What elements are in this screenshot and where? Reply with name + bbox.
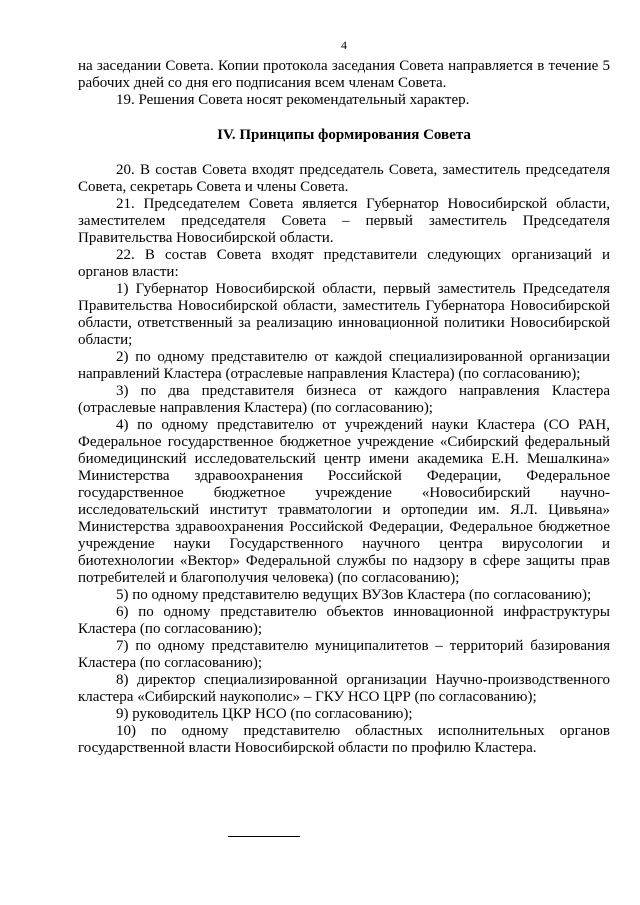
page-number: 4	[341, 38, 347, 52]
list-item-1: 1) Губернатор Новосибирской области, первый заместитель Председателя Правительства Новосибирской области, заместитель Губернатора Новосибирской области, ответственный за реализацию инновационной политики Новосибирской области;	[78, 281, 610, 348]
footer-divider	[228, 836, 300, 837]
list-item-9: 9) руководитель ЦКР НСО (по согласованию);	[116, 706, 413, 722]
list-item-7: 7) по одному представителю муниципалитетов – территорий базирования Кластера (по согласованию);	[78, 638, 610, 671]
list-item-4: 4) по одному представителю от учреждений науки Кластера (СО РАН, Федеральное государственное бюджетное учреждение «Сибирский федеральный биомедицинский исследовательский центр имени академика Е.Н. Мешалкина» Министерства здравоохранения Российской Федерации, Федеральное государственное бюджетное учреждение «Новосибирский научно-исследовательский институт травматологии и ортопедии им. Я.Л. Цивьяна» Министерства здравоохранения Российской Федерации, Федеральное бюджетное учреждение науки Государственного научного центра вирусологии и биотехнологии «Вектор» Федеральной службы по надзору в сфере защиты прав потребителей и благополучия человека) (по согласованию);	[78, 417, 610, 586]
list-item-6: 6) по одному представителю объектов инновационной инфраструктуры Кластера (по согласованию);	[78, 604, 610, 637]
list-item-3: 3) по два представителя бизнеса от каждого направления Кластера (отраслевые направления Кластера) (по согласованию);	[78, 383, 610, 416]
section-heading: IV. Принципы формирования Совета	[217, 127, 471, 143]
document-body	[78, 58, 610, 757]
paragraph-item-19: 19. Решения Совета носят рекомендательный характер.	[116, 92, 470, 108]
paragraph-item-20: 20. В состав Совета входят председатель Совета, заместитель председателя Совета, секретарь Совета и члены Совета.	[78, 162, 610, 195]
list-item-5: 5) по одному представителю ведущих ВУЗов Кластера (по согласованию);	[116, 587, 592, 603]
list-item-10: 10) по одному представителю областных исполнительных органов государственной власти Новосибирской области по профилю Кластера.	[78, 723, 610, 756]
paragraph-item-21: 21. Председателем Совета является Губернатор Новосибирской области, заместителем председателя Совета – первый заместитель Председателя Правительства Новосибирской области.	[78, 196, 610, 246]
paragraph-continuation: на заседании Совета. Копии протокола заседания Совета направляется в течение 5 рабочих дней со дня его подписания всем членам Совета.	[78, 58, 610, 91]
paragraph-item-22: 22. В состав Совета входят представители следующих организаций и органов власти:	[78, 247, 610, 280]
list-item-8: 8) директор специализированной организации Научно-производственного кластера «Сибирский наукополис» – ГКУ НСО ЦРР (по согласованию);	[78, 672, 610, 705]
list-item-2: 2) по одному представителю от каждой специализированной организации направлений Кластера (отраслевые направления Кластера) (по согласованию);	[78, 349, 610, 382]
